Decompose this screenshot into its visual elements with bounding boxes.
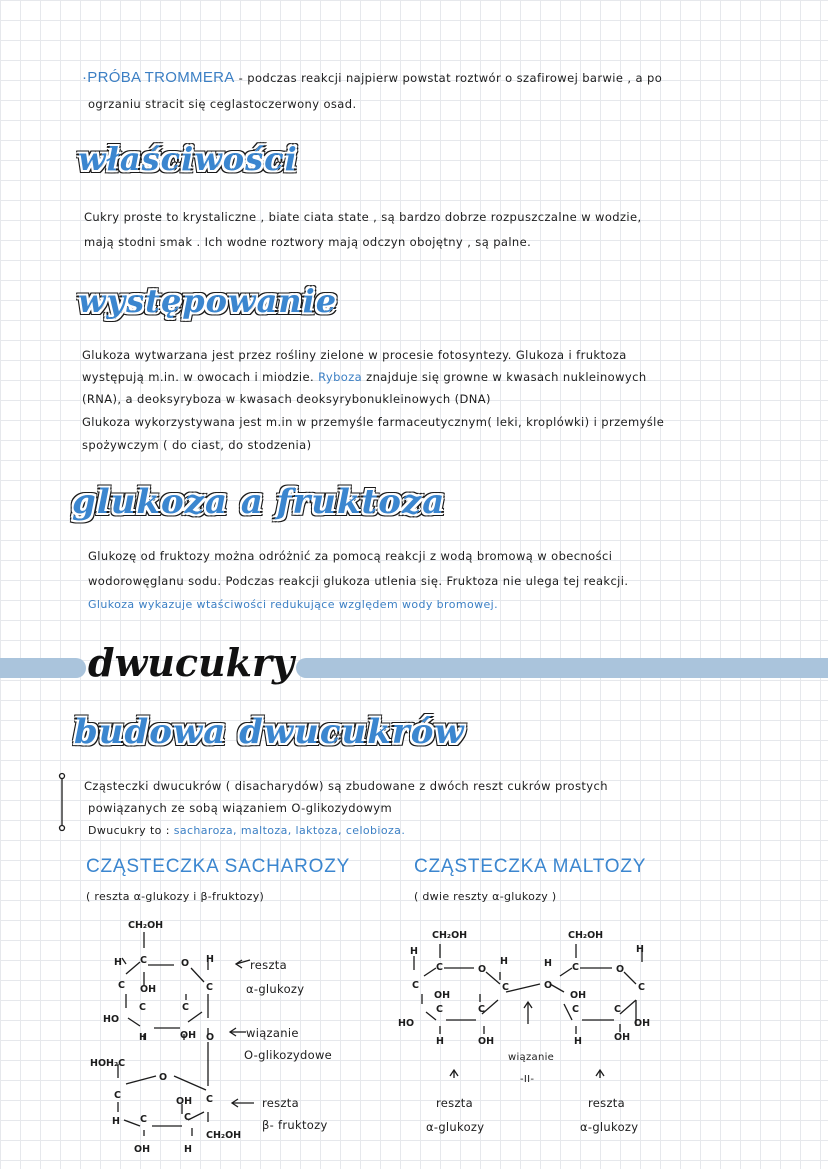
malt-c7: C	[478, 1004, 485, 1015]
sach-oh1: OH	[140, 984, 157, 995]
trommer-text-1: - podczas reakcji najpierw powstat roztwór o szafirowej barwie , a po	[234, 71, 663, 85]
sach-o1: O	[181, 958, 190, 969]
malt-o2: O	[616, 964, 625, 975]
sach-hoh2c: HOH₂C	[90, 1058, 126, 1069]
malt-oh3: OH	[634, 1018, 651, 1029]
malt-ho: HO	[398, 1018, 415, 1029]
trommer-line-2: ogrzaniu stracit się ceglastoczerwony osad.	[88, 97, 357, 111]
glukoza-fruktoza-line-1: Glukozę od fruktozy można odróżnić za pomocą reakcji z wodą bromową w obecności	[88, 549, 613, 563]
section-title-glukoza-fruktoza: glukoza a fruktoza	[72, 482, 446, 522]
sach-oh4: OH	[134, 1144, 151, 1155]
sach-h4: H	[112, 1116, 120, 1127]
malt-label-glukozy-left: α-glukozy	[426, 1120, 485, 1134]
sach-h2: H	[206, 954, 214, 965]
malt-label-ditto: -II-	[520, 1074, 535, 1085]
divider-band-left	[0, 658, 86, 678]
malt-h2: H	[500, 956, 508, 967]
sach-c7: C	[206, 1094, 213, 1105]
glukoza-fruktoza-line-3: Glukoza wykazuje wtaściwości redukujące względem wody bromowej.	[88, 598, 499, 611]
sach-o2: O	[159, 1072, 168, 1083]
dwucukry-line-2: powiązanych ze sobą wiązaniem O-glikozydowym	[88, 801, 393, 815]
sach-h3: H	[139, 1032, 147, 1043]
wystepowanie-line-1: Glukoza wytwarzana jest przez rośliny zielone w procesie fotosyntezy. Glukoza i fruktoza	[82, 348, 627, 362]
malt-h5: H	[436, 1036, 444, 1047]
sach-o-bridge: O	[206, 1032, 215, 1043]
wystepowanie-line-5: spożywczym ( do ciast, do stodzenia)	[82, 438, 312, 452]
dwucukry-line-3-prefix: Dwucukry to :	[88, 824, 174, 837]
malt-h1: H	[410, 946, 418, 957]
malt-label-wiazanie: wiązanie	[508, 1052, 555, 1063]
malt-c4: C	[502, 982, 509, 993]
glukoza-fruktoza-line-2: wodorowęglanu sodu. Podczas reakcji glukoza utlenia się. Fruktoza nie ulega tej reakcji.	[88, 574, 629, 588]
dwucukry-line-3	[88, 819, 405, 843]
wlasciwosci-line-1: Cukry proste to krystaliczne , biate ciata state , są bardzo dobrze rozpuszczalne w wodzie,	[84, 210, 642, 224]
malt-oh5: OH	[614, 1032, 631, 1043]
wystepowanie-line-4: Glukoza wykorzystywana jest m.in w przemyśle farmaceutycznym( leki, kroplówki) i przemyśle	[82, 415, 665, 429]
bracket-marker	[56, 772, 68, 832]
sach-h5: H	[184, 1144, 192, 1155]
sach-oh2: OH	[180, 1030, 197, 1041]
malt-c6: C	[436, 1004, 443, 1015]
sach-label-wiazanie: wiązanie	[246, 1026, 299, 1040]
section-title-budowa: budowa dwucukrów	[74, 712, 465, 752]
sach-c3: C	[206, 982, 213, 993]
wystepowanie-line-2a: występują m.in. w owocach i miodzie.	[82, 370, 319, 384]
maltoza-title: CZĄSTECZKA MALTOZY	[414, 856, 647, 877]
maltoza-subtitle: ( dwie reszty α-glukozy )	[414, 890, 557, 903]
sach-ch2oh-2: CH₂OH	[206, 1130, 242, 1141]
sach-label-reszta-2: reszta	[262, 1096, 299, 1110]
sacharoza-subtitle: ( reszta α-glukozy i β-fruktozy)	[86, 890, 265, 903]
malt-c1: C	[436, 962, 443, 973]
malt-ch2oh-1: CH₂OH	[432, 930, 468, 941]
wystepowanie-line-3: (RNA), a deoksyryboza w kwasach deoksyrybonukleinowych (DNA)	[82, 392, 491, 406]
malt-h3: H	[544, 958, 552, 969]
sach-c6: C	[114, 1090, 121, 1101]
malt-c5: C	[638, 982, 645, 993]
malt-h6: H	[574, 1036, 582, 1047]
sach-label-glikozydowe: O-glikozydowe	[244, 1048, 333, 1062]
divider-band-right	[296, 658, 828, 678]
malt-oh4: OH	[478, 1036, 495, 1047]
sach-c9: C	[184, 1112, 191, 1123]
wystepowanie-line-2c: znajduje się growne w kwasach nukleinowych	[362, 370, 647, 384]
malt-c3: C	[412, 980, 419, 991]
sach-c8: C	[140, 1114, 147, 1125]
trommer-title: ·PRÓBA TROMMERA	[82, 69, 235, 86]
sach-h1: H	[114, 957, 122, 968]
sach-oh3: OH	[176, 1096, 193, 1107]
section-title-wlasciwosci: właściwości	[78, 140, 298, 178]
malt-label-glukozy-right: α-glukozy	[580, 1120, 639, 1134]
dwucukry-list: sacharoza, maltoza, laktoza, celobioza.	[173, 824, 406, 837]
malt-h4: H	[636, 944, 644, 955]
sach-ho: HO	[103, 1014, 120, 1025]
malt-label-reszta-left: reszta	[436, 1096, 473, 1110]
sach-c1: C	[140, 955, 147, 966]
sach-ch2oh: CH₂OH	[128, 920, 164, 931]
trommer-line-1	[82, 66, 662, 90]
malt-label-reszta-right: reszta	[588, 1096, 625, 1110]
malt-c9: C	[614, 1004, 621, 1015]
section-title-dwucukry: dwucukry	[88, 640, 295, 685]
dwucukry-line-1: Cząsteczki dwucukrów ( disacharydów) są zbudowane z dwóch reszt cukrów prostych	[84, 779, 608, 793]
wystepowanie-line-2	[82, 365, 647, 389]
sach-c4: C	[139, 1002, 146, 1013]
malt-o-bridge: O	[544, 980, 553, 991]
sach-c5: C	[182, 1002, 189, 1013]
wlasciwosci-line-2: mają stodni smak . Ich wodne roztwory mają odczyn obojętny , są palne.	[84, 235, 532, 249]
malt-c2: C	[572, 962, 579, 973]
sach-label-glukozy: α-glukozy	[246, 982, 305, 996]
sacharoza-title: CZĄSTECZKA SACHAROZY	[86, 856, 351, 877]
sach-label-fruktozy: β- fruktozy	[262, 1118, 328, 1132]
malt-o1: O	[478, 964, 487, 975]
malt-oh2: OH	[570, 990, 587, 1001]
malt-oh1: OH	[434, 990, 451, 1001]
ryboza-highlight: Ryboza	[318, 370, 363, 384]
section-title-wystepowanie: występowanie	[78, 282, 338, 320]
malt-c8: C	[572, 1004, 579, 1015]
malt-ch2oh-2: CH₂OH	[568, 930, 604, 941]
sach-label-reszta-1: reszta	[250, 958, 287, 972]
sach-c2: C	[118, 980, 125, 991]
